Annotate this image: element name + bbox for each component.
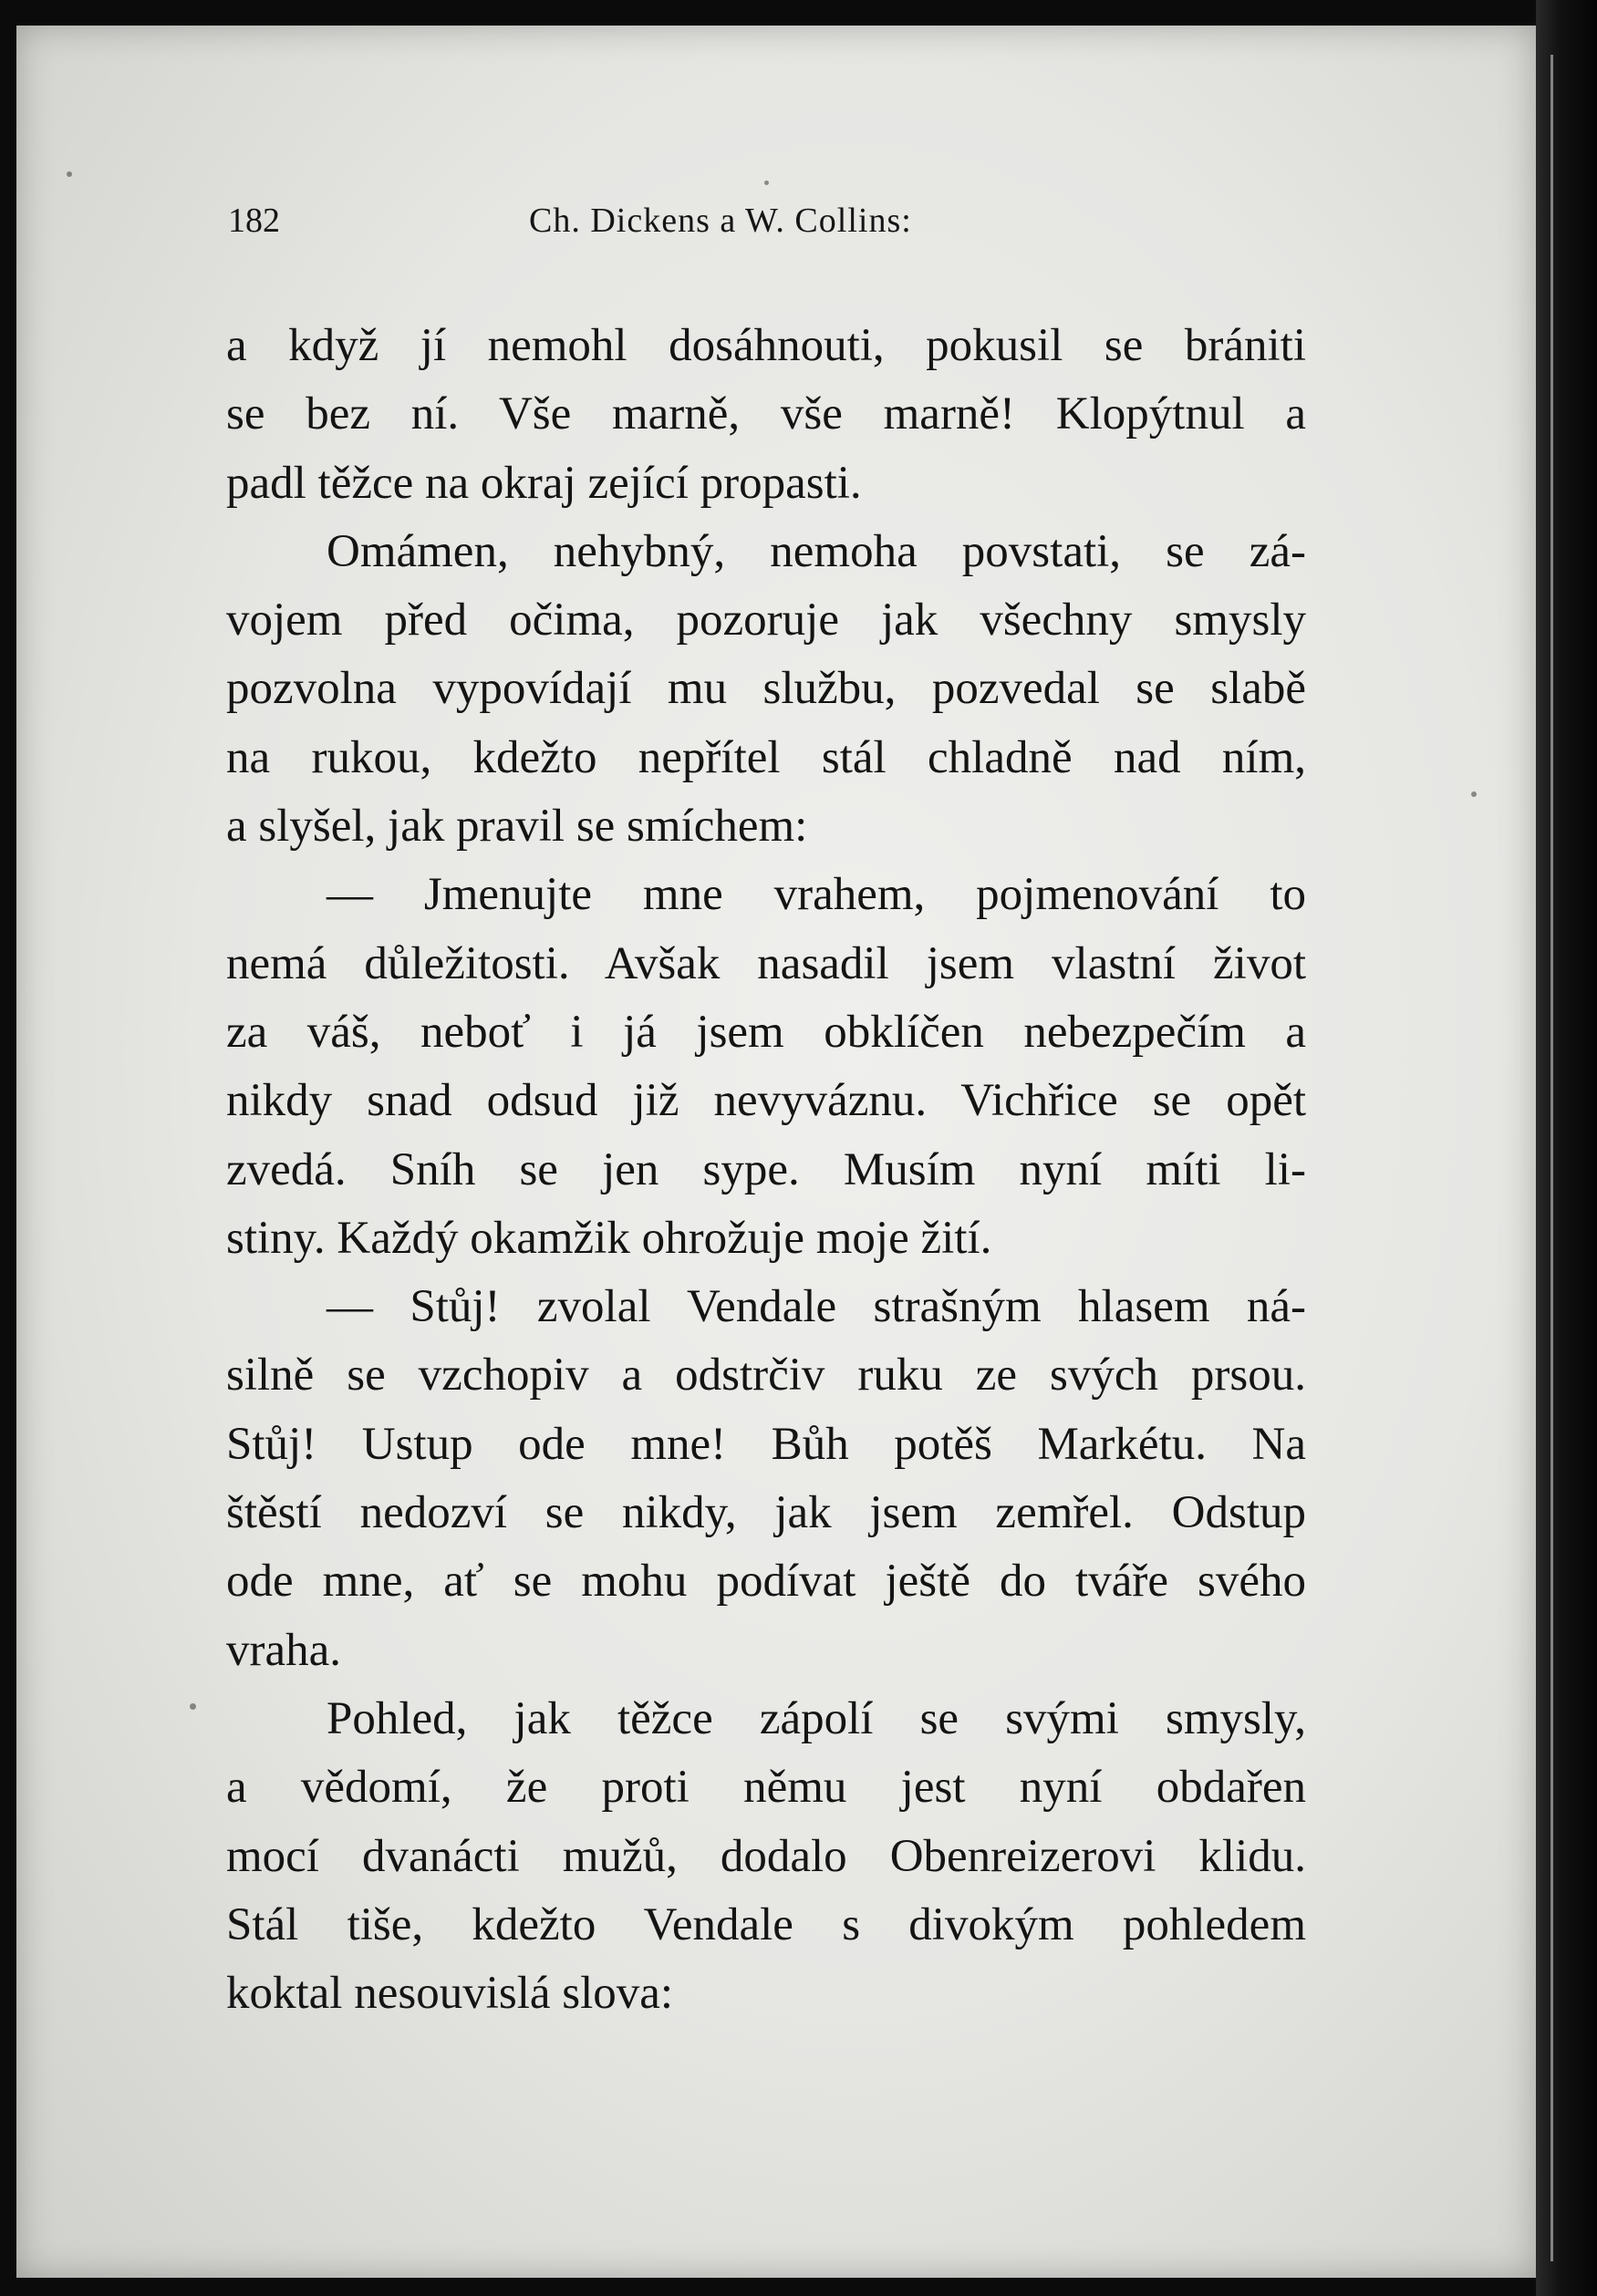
text-line: nikdy snad odsud již nevyváznu. Vichřice se opět <box>226 1075 1306 1127</box>
text-line: padl těžce na okraj zející propasti. <box>226 457 862 509</box>
paper-speck <box>67 171 72 177</box>
text-line: zvedá. Sníh se jen sype. Musím nyní míti li- <box>226 1143 1306 1195</box>
text-line: Stůj! Ustup ode mne! Bůh potěš Markétu. Na <box>226 1418 1306 1470</box>
running-head <box>228 201 1049 255</box>
page-edge-line <box>1550 55 1553 2261</box>
page-edge-shadow <box>1536 0 1597 2296</box>
text-line: mocí dvanácti mužů, dodalo Obenreizerovi klidu. <box>226 1830 1306 1882</box>
text-line: stiny. Každý okamžik ohrožuje moje žití. <box>226 1212 992 1264</box>
paper-speck <box>1471 791 1477 797</box>
text-line: Stál tiše, kdežto Vendale s divokým pohledem <box>226 1898 1306 1950</box>
text-line: ode mne, ať se mohu podívat ještě do tváře svého <box>226 1556 1306 1608</box>
text-line: nemá důležitosti. Avšak nasadil jsem vlastní život <box>226 937 1306 989</box>
running-title: Ch. Dickens a W. Collins: <box>529 202 912 240</box>
text-line: koktal nesouvislá slova: <box>226 1968 674 2020</box>
text-line: — Stůj! zvolal Vendale strašným hlasem ná- <box>327 1281 1306 1333</box>
text-line: — Jmenujte mne vrahem, pojmenování to <box>327 869 1306 921</box>
text-line: na rukou, kdežto nepřítel stál chladně nad ním, <box>226 731 1306 783</box>
text-line: a slyšel, jak pravil se smíchem: <box>226 801 808 853</box>
text-line: štěstí nedozví se nikdy, jak jsem zemřel. Odstup <box>226 1487 1306 1539</box>
text-line: vraha. <box>226 1624 342 1676</box>
text-line: silně se vzchopiv a odstrčiv ruku ze svých prsou. <box>226 1350 1306 1401</box>
body-text <box>226 312 1306 2028</box>
paper-speck <box>764 181 769 185</box>
text-line: a vědomí, že proti němu jest nyní obdařen <box>226 1762 1306 1814</box>
text-line: za váš, neboť i já jsem obklíčen nebezpečím a <box>226 1006 1306 1058</box>
page-number: 182 <box>228 202 280 240</box>
text-line: pozvolna vypovídají mu službu, pozvedal se slabě <box>226 663 1306 715</box>
text-line: se bez ní. Vše marně, vše marně! Klopýtnul a <box>226 388 1306 440</box>
text-line: a když jí nemohl dosáhnouti, pokusil se brániti <box>226 320 1306 371</box>
text-line: vojem před očima, pozoruje jak všechny smysly <box>226 595 1306 646</box>
paper-speck <box>190 1703 196 1710</box>
text-line: Pohled, jak těžce zápolí se svými smysly, <box>327 1692 1306 1744</box>
text-line: Omámen, nehybný, nemoha povstati, se zá- <box>327 525 1306 577</box>
